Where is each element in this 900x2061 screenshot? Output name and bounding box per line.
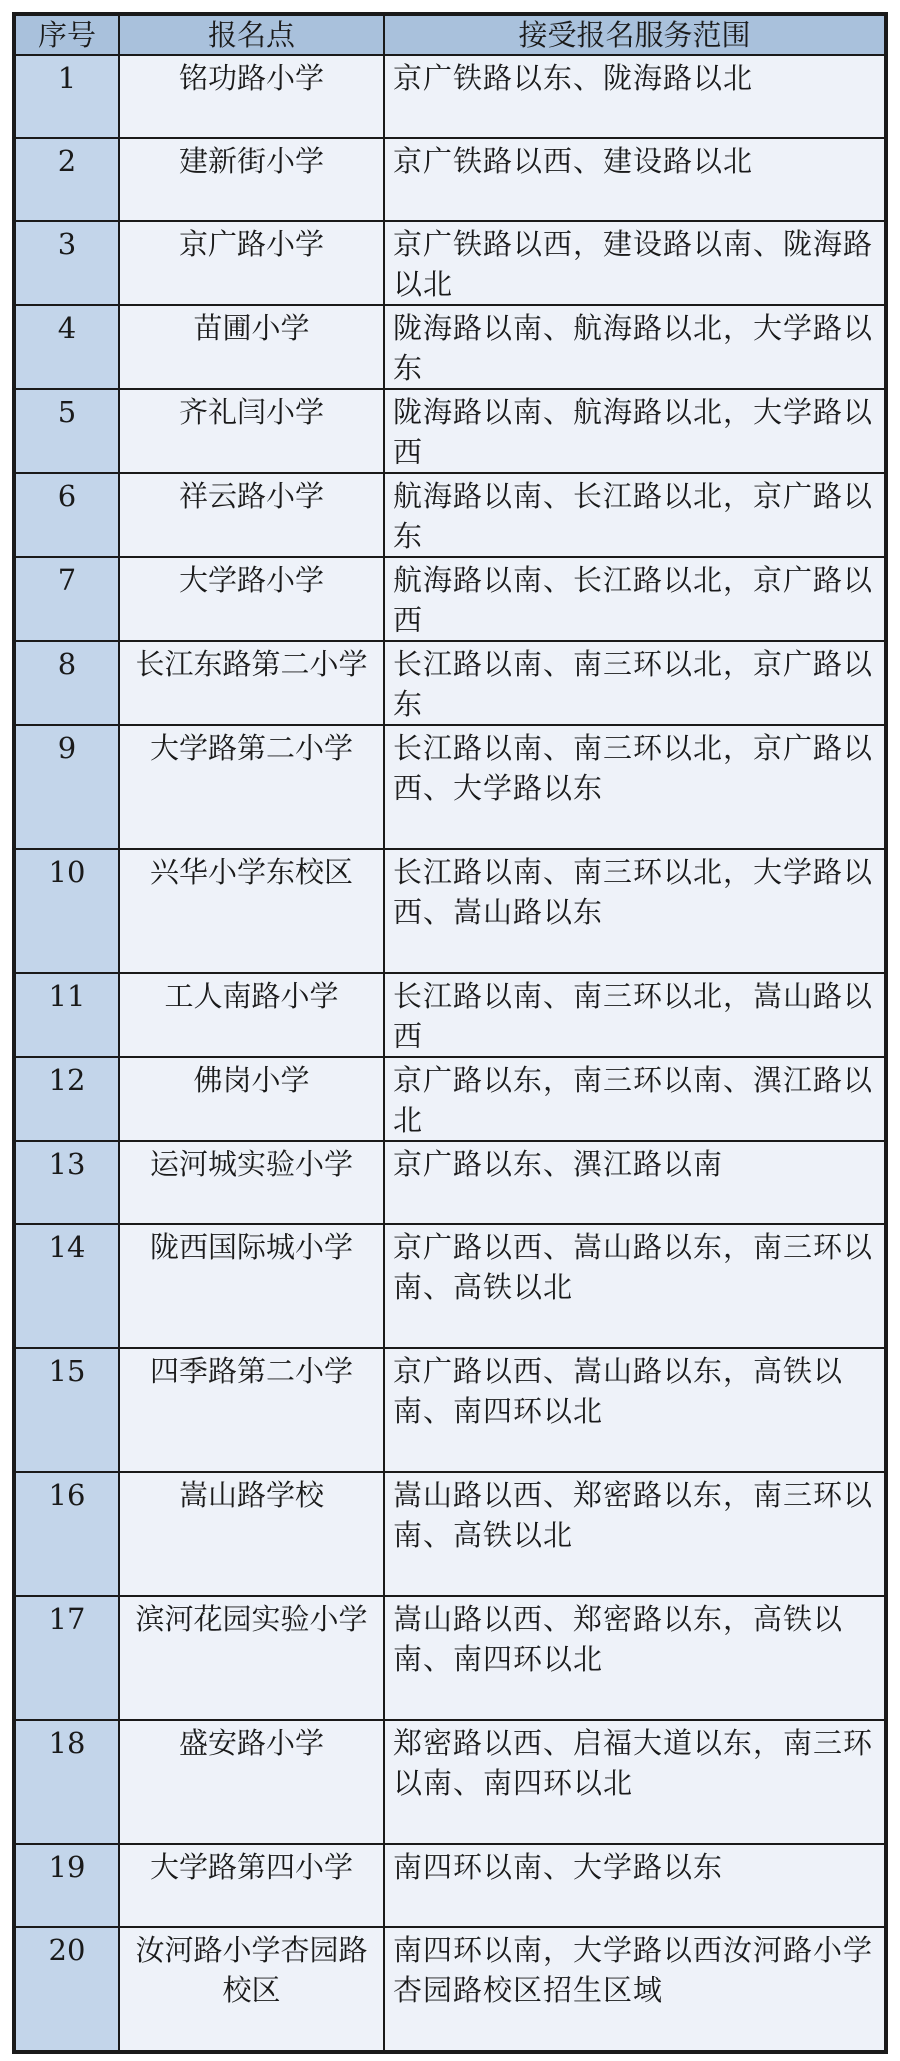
- row-number: 16: [15, 1472, 119, 1596]
- service-area: 京广铁路以西、建设路以北: [384, 138, 885, 221]
- school-name: 齐礼闫小学: [119, 389, 384, 473]
- school-name: 佛岗小学: [119, 1057, 384, 1141]
- header-school: 报名点: [119, 15, 384, 55]
- row-number: 8: [15, 641, 119, 725]
- school-name: 嵩山路学校: [119, 1472, 384, 1596]
- header-service-area: 接受报名服务范围: [384, 15, 885, 55]
- table-row: [15, 473, 885, 557]
- service-area: 京广路以西、嵩山路以东，高铁以南、南四环以北: [384, 1348, 885, 1472]
- school-name: 京广路小学: [119, 221, 384, 305]
- row-number: 2: [15, 138, 119, 221]
- row-number: 20: [15, 1927, 119, 2051]
- service-area: 南四环以南、大学路以东: [384, 1844, 885, 1927]
- service-area: 陇海路以南、航海路以北，大学路以东: [384, 305, 885, 389]
- row-number: 6: [15, 473, 119, 557]
- table-row: [15, 1057, 885, 1141]
- school-name: 汝河路小学杏园路校区: [119, 1927, 384, 2051]
- school-name: 盛安路小学: [119, 1720, 384, 1844]
- service-area: 长江路以南、南三环以北，嵩山路以西: [384, 973, 885, 1057]
- service-area: 嵩山路以西、郑密路以东，高铁以南、南四环以北: [384, 1596, 885, 1720]
- table-row: [15, 389, 885, 473]
- school-name: 长江东路第二小学: [119, 641, 384, 725]
- row-number: 14: [15, 1224, 119, 1348]
- table-row: [15, 1348, 885, 1472]
- service-area: 京广铁路以东、陇海路以北: [384, 55, 885, 138]
- row-number: 3: [15, 221, 119, 305]
- service-area: 航海路以南、长江路以北，京广路以西: [384, 557, 885, 641]
- school-name: 大学路第四小学: [119, 1844, 384, 1927]
- table-row: [15, 221, 885, 305]
- row-number: 15: [15, 1348, 119, 1472]
- table-row: [15, 1596, 885, 1720]
- school-name: 大学路小学: [119, 557, 384, 641]
- table-row: [15, 1472, 885, 1596]
- school-name: 工人南路小学: [119, 973, 384, 1057]
- school-name: 大学路第二小学: [119, 725, 384, 849]
- registration-table: [14, 14, 886, 2052]
- school-name: 铭功路小学: [119, 55, 384, 138]
- table-row: [15, 1224, 885, 1348]
- table-row: [15, 641, 885, 725]
- school-name: 苗圃小学: [119, 305, 384, 389]
- service-area: 京广铁路以西，建设路以南、陇海路以北: [384, 221, 885, 305]
- service-area: 南四环以南，大学路以西汝河路小学杏园路校区招生区域: [384, 1927, 885, 2051]
- school-name: 四季路第二小学: [119, 1348, 384, 1472]
- service-area: 陇海路以南、航海路以北，大学路以西: [384, 389, 885, 473]
- service-area: 长江路以南、南三环以北，大学路以西、嵩山路以东: [384, 849, 885, 973]
- row-number: 18: [15, 1720, 119, 1844]
- school-name: 陇西国际城小学: [119, 1224, 384, 1348]
- row-number: 5: [15, 389, 119, 473]
- registration-table-frame: [12, 12, 888, 2054]
- row-number: 19: [15, 1844, 119, 1927]
- row-number: 13: [15, 1141, 119, 1224]
- row-number: 4: [15, 305, 119, 389]
- table-header-row: [15, 15, 885, 55]
- table-row: [15, 973, 885, 1057]
- school-name: 祥云路小学: [119, 473, 384, 557]
- table-row: [15, 1844, 885, 1927]
- table-row: [15, 138, 885, 221]
- service-area: 嵩山路以西、郑密路以东，南三环以南、高铁以北: [384, 1472, 885, 1596]
- service-area: 长江路以南、南三环以北，京广路以西、大学路以东: [384, 725, 885, 849]
- row-number: 7: [15, 557, 119, 641]
- table-row: [15, 1927, 885, 2051]
- service-area: 航海路以南、长江路以北，京广路以东: [384, 473, 885, 557]
- service-area: 京广路以西、嵩山路以东，南三环以南、高铁以北: [384, 1224, 885, 1348]
- row-number: 11: [15, 973, 119, 1057]
- table-row: [15, 55, 885, 138]
- school-name: 建新街小学: [119, 138, 384, 221]
- table-row: [15, 305, 885, 389]
- service-area: 京广路以东，南三环以南、潩江路以北: [384, 1057, 885, 1141]
- row-number: 1: [15, 55, 119, 138]
- school-name: 滨河花园实验小学: [119, 1596, 384, 1720]
- row-number: 17: [15, 1596, 119, 1720]
- school-name: 运河城实验小学: [119, 1141, 384, 1224]
- row-number: 12: [15, 1057, 119, 1141]
- table-row: [15, 849, 885, 973]
- table-row: [15, 1141, 885, 1224]
- table-row: [15, 1720, 885, 1844]
- table-row: [15, 557, 885, 641]
- school-name: 兴华小学东校区: [119, 849, 384, 973]
- table-row: [15, 725, 885, 849]
- row-number: 10: [15, 849, 119, 973]
- row-number: 9: [15, 725, 119, 849]
- header-number: 序号: [15, 15, 119, 55]
- service-area: 郑密路以西、启福大道以东，南三环以南、南四环以北: [384, 1720, 885, 1844]
- service-area: 长江路以南、南三环以北，京广路以东: [384, 641, 885, 725]
- service-area: 京广路以东、潩江路以南: [384, 1141, 885, 1224]
